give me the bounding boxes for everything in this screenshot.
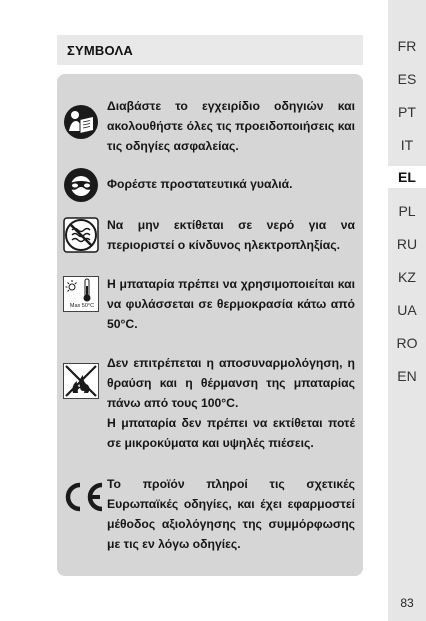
language-tab-en[interactable]: EN bbox=[397, 368, 417, 384]
language-tab-kz[interactable]: KZ bbox=[398, 269, 416, 285]
language-tab-el[interactable]: EL bbox=[388, 166, 426, 188]
language-tab-pt[interactable]: PT bbox=[398, 104, 416, 120]
language-tab-ro[interactable]: RO bbox=[396, 335, 418, 351]
no-fire-icon bbox=[63, 363, 99, 399]
symbol-text bbox=[107, 174, 355, 194]
symbol-description: Διαβάστε το εγχειρίδιο οδηγιών και ακολουθήστε όλες τις προειδοποιήσεις και τις οδηγίες ασφαλείας. bbox=[107, 99, 355, 153]
symbol-description: Φορέστε προστατευτικά γυαλιά. bbox=[107, 177, 293, 191]
language-tab-pl[interactable]: PL bbox=[398, 203, 416, 219]
page-number: 83 bbox=[400, 596, 414, 610]
no-water-icon bbox=[63, 217, 99, 253]
symbols-panel bbox=[57, 74, 363, 576]
language-tab-fr[interactable]: FR bbox=[397, 38, 417, 54]
symbol-description: Το προϊόν πληροί τις σχετικές Ευρωπαϊκές οδηγίες, και έχει εφαρμοστεί μέθοδος αξιολόγησης της συμμόρφωσης με τις εν λόγω οδηγίες. bbox=[107, 477, 355, 551]
ce-mark-icon bbox=[61, 480, 105, 514]
language-sidebar bbox=[388, 0, 426, 621]
symbol-description: Η μπαταρία πρέπει να χρησιμοποιείται και να φυλάσσεται σε θερμοκρασία κάτω από 50°C. bbox=[107, 277, 355, 331]
language-tab-es[interactable]: ES bbox=[397, 71, 417, 87]
symbol-text bbox=[107, 474, 355, 554]
safety-goggles-icon bbox=[63, 167, 99, 203]
symbol-text bbox=[107, 353, 355, 453]
symbol-text bbox=[107, 274, 355, 334]
language-tab-ua[interactable]: UA bbox=[397, 302, 417, 318]
section-title: ΣΥΜΒΟΛΑ bbox=[67, 43, 133, 58]
language-tab-it[interactable]: IT bbox=[400, 137, 414, 153]
language-tab-ru[interactable]: RU bbox=[396, 236, 418, 252]
symbol-text bbox=[107, 96, 355, 156]
symbol-description-secondary: Η μπαταρία δεν πρέπει να εκτίθεται ποτέ σε μικροκύματα και υψηλές πιέσεις. bbox=[107, 416, 355, 450]
section-header bbox=[57, 35, 363, 65]
symbol-text bbox=[107, 215, 355, 255]
symbol-description: Να μην εκτίθεται σε νερό για να περιοριστεί ο κίνδυνος ηλεκτροπληξίας. bbox=[107, 218, 355, 252]
read-manual-icon bbox=[63, 104, 99, 140]
temperature-icon-label: Max 50°C bbox=[69, 303, 95, 309]
symbol-description: Δεν επιτρέπεται η αποσυναρμολόγηση, η θραύση και η θέρμανση της μπαταρίας πάνω από τους 100°C. bbox=[107, 356, 355, 410]
